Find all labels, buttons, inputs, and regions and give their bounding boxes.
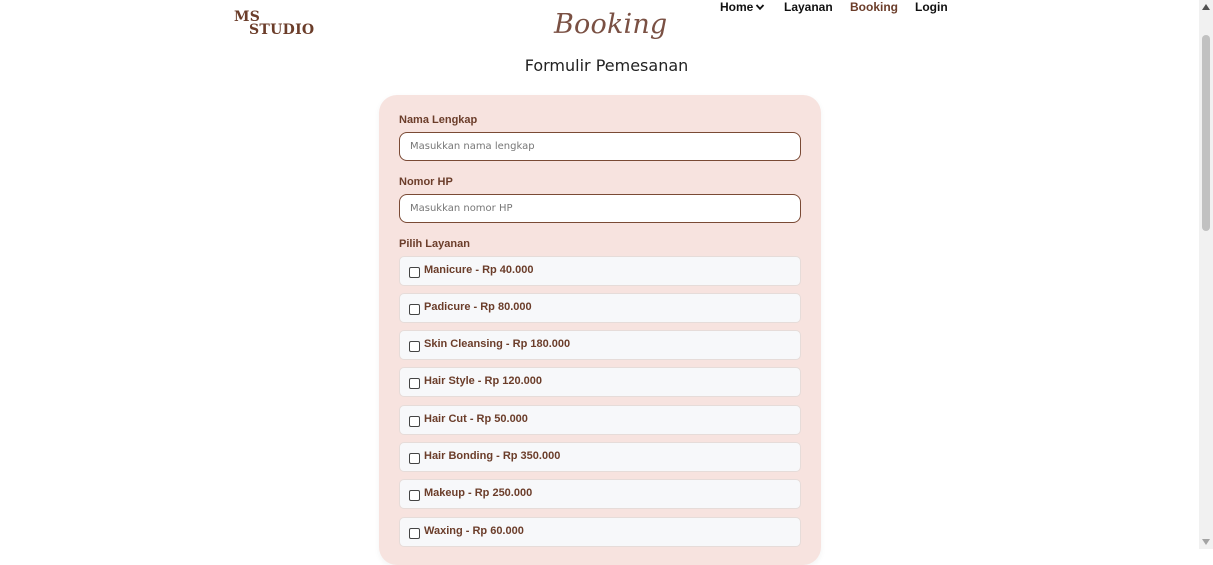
service-option-makeup[interactable]: [399, 479, 801, 509]
logo-line-1: MS: [234, 9, 261, 25]
nav-home[interactable]: [720, 0, 765, 14]
chevron-down-icon: [755, 2, 765, 12]
service-label: Waxing - Rp 60.000: [424, 525, 524, 537]
service-option-hair-bonding[interactable]: [399, 442, 801, 472]
service-checkbox[interactable]: [409, 341, 420, 352]
service-label: Skin Cleansing - Rp 180.000: [424, 338, 571, 350]
nav-home-label: Home: [720, 0, 754, 14]
service-option-skin-cleansing[interactable]: [399, 330, 801, 360]
nav-booking[interactable]: Booking: [850, 0, 898, 14]
service-checkbox[interactable]: [409, 378, 420, 389]
logo[interactable]: [234, 11, 314, 37]
service-checkbox[interactable]: [409, 528, 420, 539]
service-option-hair-style[interactable]: [399, 367, 801, 397]
booking-form-card: [379, 95, 821, 565]
service-checkbox[interactable]: [409, 490, 420, 501]
nav-layanan[interactable]: Layanan: [784, 0, 833, 14]
service-option-waxing[interactable]: [399, 517, 801, 547]
service-label: Makeup - Rp 250.000: [424, 487, 533, 499]
name-label: Nama Lengkap: [399, 114, 478, 126]
form-title: Formulir Pemesanan: [524, 56, 689, 75]
phone-input[interactable]: [399, 194, 801, 223]
scrollbar-thumb[interactable]: [1202, 35, 1210, 231]
scroll-up-arrow-icon[interactable]: [1202, 4, 1210, 10]
service-label: Manicure - Rp 40.000: [424, 264, 534, 276]
service-checkbox[interactable]: [409, 304, 420, 315]
service-option-padicure[interactable]: [399, 293, 801, 323]
name-input[interactable]: [399, 132, 801, 161]
scroll-down-arrow-icon[interactable]: [1202, 539, 1210, 545]
logo-line-2: STUDIO: [249, 22, 315, 38]
service-label: Padicure - Rp 80.000: [424, 301, 532, 313]
service-option-manicure[interactable]: [399, 256, 801, 286]
page-brand-title: Booking: [554, 9, 668, 40]
service-checkbox[interactable]: [409, 267, 420, 278]
service-label: Hair Cut - Rp 50.000: [424, 413, 528, 425]
page-scrollbar[interactable]: [1199, 0, 1213, 549]
service-option-hair-cut[interactable]: [399, 405, 801, 435]
service-checkbox[interactable]: [409, 453, 420, 464]
nav-login[interactable]: Login: [915, 0, 948, 14]
phone-label: Nomor HP: [399, 176, 453, 188]
service-label: Hair Bonding - Rp 350.000: [424, 450, 561, 462]
services-label: Pilih Layanan: [399, 238, 470, 250]
service-checkbox[interactable]: [409, 416, 420, 427]
service-label: Hair Style - Rp 120.000: [424, 375, 543, 387]
